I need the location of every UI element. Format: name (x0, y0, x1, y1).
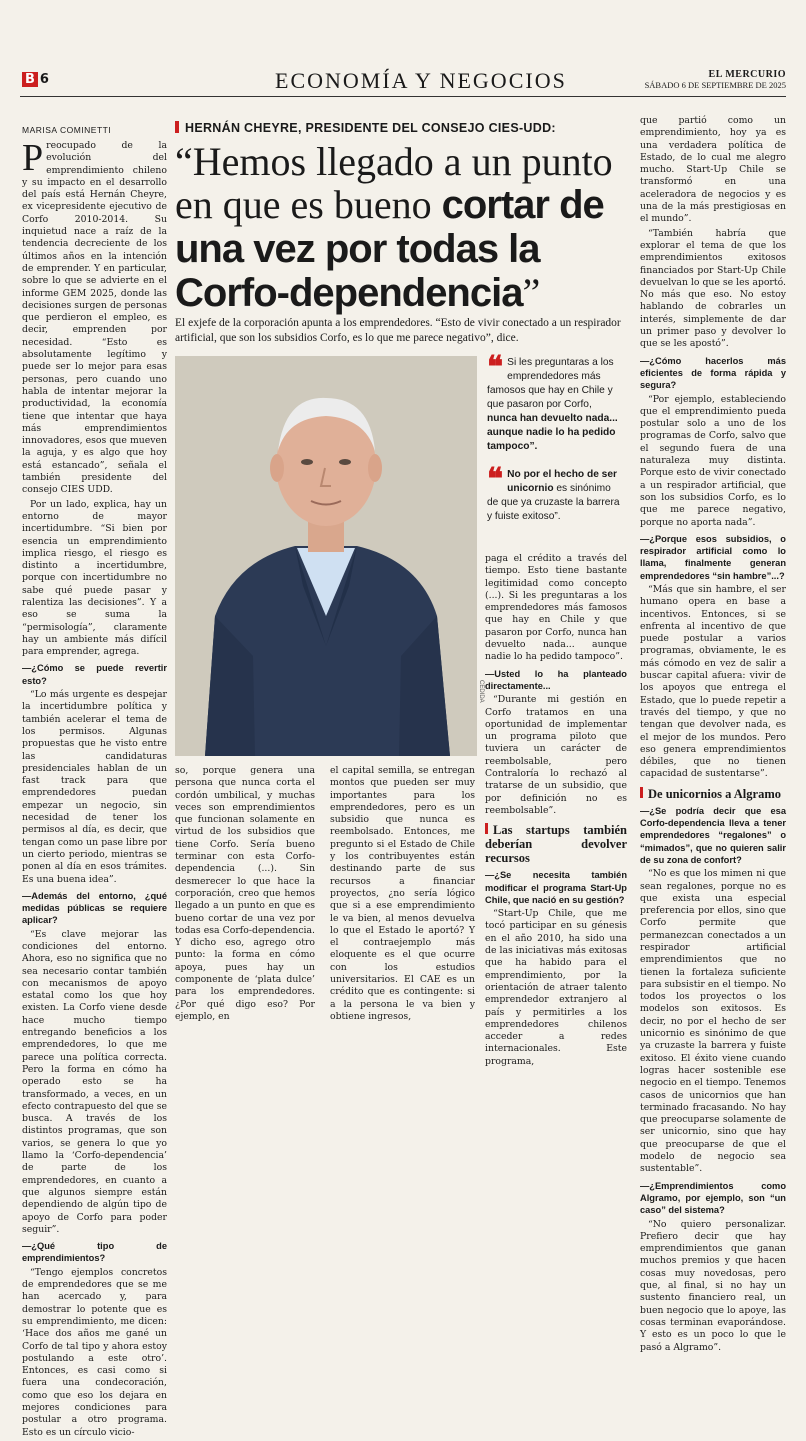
pull-quote-text: Si les preguntaras a los emprendedores más famosos que hay en Chile y que pasaron por Corfo, (487, 357, 614, 410)
photo-credit: CEDIDA (478, 680, 484, 703)
masthead (645, 69, 786, 90)
quote-mark-icon: ❝ (487, 351, 504, 384)
headline-close: ” (522, 270, 541, 315)
portrait-photo (175, 356, 477, 756)
page-number (22, 72, 49, 87)
article-paragraph: “Tengo ejemplos concretos de emprendedores que se me han acercado y, para demostrar lo potente que es su emprendimiento, me dicen: ‘Hace dos años me gané un Corfo de tal tipo y ahora estoy postulando a este otro’. Entonces, es casi como si fuera una condecoración, como que eso los dejara en mejores condiciones para postular a otro programa. Esto es un círculo vicio- (22, 1266, 167, 1438)
kicker: HERNÁN CHEYRE, PRESIDENTE DEL CONSEJO CIES-UDD: (175, 121, 556, 135)
headline (175, 140, 615, 315)
pull-quote-bold: nunca han devuelto nada... aunque nadie lo ha pedido tampoco”. (487, 413, 618, 452)
interview-question: —¿Cómo hacerlos más eficientes de forma rápida y segura? (640, 355, 786, 391)
interview-question: —¿Se podría decir que esa Corfo-dependencia lleva a tener emprendedores “regalones” o “mimados”, que no quieren salir de su zona de confort? (640, 805, 786, 865)
pull-quote (487, 351, 622, 454)
interview-question: —¿Se necesita también modificar el programa Start-Up Chile, que nació en su gestión? (485, 870, 627, 905)
article-paragraph: “No es que los mimen ni que sean regalones, porque no es que exista una especial preferencia por ellos, sino que Corfo permite que permanezcan conectados a un respirador artificial emprendimientos que no tienen la fortaleza suficiente para subsistir en el tiempo. No todos los proyectos o los modelos son exitosos. Es decir, no por el hecho de ser unicornio es sinónimo de que ya cruzaste la barrera y fuiste exitoso. El éxito viene cuando logras hacer sostenible ese negocio en el tiempo. Tenemos casos de unicornios que han terminado fracasando. No hay que preocuparse solamente de ser unicornio, sino que hay que preocuparse de que el modelo de negocio sea sustentable”. (640, 868, 786, 1175)
article-paragraph: que partió como un emprendimiento, hoy ya es una verdadera política de Estado, de lo cual me alegro mucho. Start-Up Chile se transformó en una aceleradora de negocios y es una de la más prestigiosas en el mundo”. (640, 115, 786, 225)
article-paragraph: so, porque genera una persona que nunca corta el cordón umbilical, y muchas veces son emprendimientos que funcionan solamente en virtud de los subsidios que tiene Corfo. Sería bueno terminar con esta Corfo-dependencia (...). Sin desmerecer lo que hace la corporación, creo que hemos llegado a un punto en que es bueno cortar de una vez por todas esa Corfo-dependencia. Y dicho eso, agrego otro punto: la forma en cómo apoya, pues hay un componente de ‘plata dulce’ para los emprendedores. ¿Por qué digo eso? Por ejemplo, en (175, 765, 315, 1022)
section-title: ECONOMÍA Y NEGOCIOS (275, 68, 567, 93)
paper-name: EL MERCURIO (708, 69, 786, 80)
column-5 (640, 115, 786, 1356)
pull-quote (487, 463, 622, 524)
issue-date: SÁBADO 6 DE SEPTIEMBRE DE 2025 (644, 80, 786, 90)
article-paragraph: paga el crédito a través del tiempo. Esto tiene bastante legitimidad como concepto (...). Si les preguntaras a los emprendedores más famosos que hay en Chile y que pasaron por Corfo, nunca han devuelto nada... aunque nadie lo ha pedido tampoco”. (485, 553, 627, 663)
page-header (0, 0, 806, 100)
article-paragraph: “Más que sin hambre, el ser humano opera en base a incentivos. Entonces, si se enfrenta al incentivo de que puede postular a varios programas, obviamente, le es más cómodo en vez de salir a buscar capital afuera: vivir de los apoyos que entrega el Estado, que lo puede repetir a través del tiempo, y que no tengan que devolver nada, es el mejor de los mundos. Pero eso genera emprendimientos débiles, que no tienen capacidad de sustentarse”. (640, 583, 786, 780)
column-2 (175, 765, 315, 1025)
article-paragraph (22, 137, 167, 497)
headline-part: “Hemos llegado a un punto en que es bueno (175, 139, 613, 227)
lead-paragraph: El exjefe de la corporación apunta a los emprendedores. “Esto de vivir conectado a un respirador artificial, que son los subsidios Corfo, es lo que me parece negativo”, dice. (175, 317, 621, 344)
article-paragraph: “Start-Up Chile, que me tocó participar en su génesis en el año 2010, ha sido una de las iniciativas más exitosas que ha habido para el emprendimiento, por la orientación de atraer talento emprendedor extranjero al país y permitirles a los emprendedores chilenos acceder a redes internacionales. Este programa, (485, 908, 627, 1067)
column-4 (485, 553, 627, 1070)
pull-quote-text: es sinónimo de que ya cruzaste la barrera y fuiste exitoso”. (487, 483, 620, 522)
article-paragraph: “Lo más urgente es despejar la incertidumbre política y también acelerar el tema de los permisos. Algunas propuestas que he visto entre las candidaturas presidenciales hablan de un fast track para que emprendedores puedan empezar un negocio, sin necesidad de tener los permisos al día, es decir, que tengan como un pase libre por un cierto periodo, mientras se ponen al día en esos trámites. Es una buena idea”. (22, 689, 167, 885)
subheading: De unicornios a Algramo (640, 787, 786, 801)
column-3 (330, 765, 475, 1025)
page-letter: B (22, 72, 38, 87)
interview-question: —Usted lo ha planteado directamente... (485, 668, 627, 691)
subheading: Las startups también deberían devolver recursos (485, 823, 627, 866)
quote-mark-icon: ❝ (487, 463, 504, 496)
page-number-value: 6 (39, 72, 49, 87)
header-rule (20, 96, 786, 97)
byline: MARISA COMINETTI (22, 125, 112, 135)
column-1 (22, 137, 168, 1441)
headline-bold: cortar de una vez por todas la Corfo-dependencia (175, 183, 604, 315)
interview-question: —¿Qué tipo de emprendimientos? (22, 1241, 167, 1264)
drop-cap: P (22, 137, 44, 179)
interview-question: —Además del entorno, ¿qué medidas públicas se requiere aplicar? (22, 890, 167, 926)
article-paragraph: el capital semilla, se entregan montos que pueden ser muy importantes para los emprendedores, pero es un subsidio que nunca es reembolsado. Entonces, me pregunto si el Estado de Chile y los contribuyentes están destinando parte de sus recursos a financiar proyectos, ¿no sería lógico que si a ese emprendimiento le va bien, al menos devuelva lo que el Estado le aportó? Y el contraejemplo más eloquente es el que ocurre con los estudios universitarios. El CAE es un crédito que es contingente: si a la persona le va bien y obtiene ingresos, (330, 765, 475, 1022)
article-paragraph: “Es clave mejorar las condiciones del entorno. Ahora, eso no significa que no sea necesario contar también con mecanismos de apoyo estatal como los que hoy existen. La Corfo viene desde hace mucho tiempo entregando beneficios a los emprendedores, lo que me parece una política correcta. Pero la forma en cómo ha operado esto se ha transformado, a veces, en un efecto contrapuesto del que se busca. A través de los distintos programas, que son varios, se genera lo que yo llamo la ‘Corfo-dependencia’ de parte de los emprendedores, en cuanto a que algunos siempre están dependiendo de algún tipo de apoyo de Corfo para poder seguir”. (22, 928, 168, 1235)
pull-quote-bold: No por el hecho de ser unicornio (507, 469, 617, 494)
interview-question: —¿Porque esos subsidios, o respirador artificial como lo llama, finalmente generan emprendedores “sin hambre”...? (640, 533, 786, 581)
interview-question: —¿Emprendimientos como Algramo, por ejemplo, son “un caso” del sistema? (640, 1180, 786, 1216)
article-paragraph: Por un lado, explica, hay un entorno de mayor incertidumbre. “Si bien por esencia un emprendimiento implica riesgo, el riesgo es distinto a incertidumbre, porque con incertidumbre no sabe qué puede pasar y ralentiza las decisiones”. Y a eso se suma la “permisología”, claramente hay un ambiente más difícil para emprender, agrega. (22, 498, 167, 658)
paragraph-text: reocupado de la evolución del emprendimiento chileno y su impacto en el desarrollo del país está Hernán Cheyre, ex vicepresidente ejecutivo de Corfo 2010-2014. Su inquietud nace a raíz de la tendencia decreciente de los últimos años en la intención de emprender. Y en particular, sobre lo que se advierte en el informe GEM 2025, donde las decisiones surgen de personas que perdieron el empleo, es decir, emprenden por necesidad. “Esto es absolutamente legítimo y puede ser lo mejor para esas personas, pero cuando uno habla de intentar mejorar la productividad, la economía tiene que intentar que haya más emprendimientos innovadores, esos que mueven la aguja, y es algo que hoy está estancado”, señala el también presidente del consejo CIES UDD. (22, 140, 167, 496)
article-paragraph: “Durante mi gestión en Corfo tratamos en una oportunidad de implementar un programa piloto que tuviera un carácter de reembolsable, pero Contraloría lo rechazó al tratarse de un subsidio, que por definición no es reembolsable”. (485, 694, 627, 816)
article-paragraph: “También habría que explorar el tema de que los emprendimientos exitosos financiados por Start-Up Chile devuelvan lo que se les aportó. No más que eso. No estoy hablando de cobrarles un interés, simplemente de dar un primer paso y devolver lo que se les apostó”. (640, 227, 786, 350)
pull-quotes (487, 351, 622, 538)
interview-question: —¿Cómo se puede revertir esto? (22, 663, 167, 686)
article-paragraph: “Por ejemplo, estableciendo que el emprendimiento pueda postular solo a uno de los programas de Corfo, salvo que el segundo fuera de una naturaleza muy distinta. Porque esto de vivir conectado a un respirador artificial, que son los subsidios Corfo, es lo que me parece negativo, porque no aporta nada”. (640, 393, 786, 528)
article-paragraph: “No quiero personalizar. Prefiero decir que hay emprendimientos que ganan muchos premios y que hacen cosas muy novedosas, pero que, al final, si no hay un sustento financiero real, un buen negocio que lo apoye, las cosas terminan evaporándose. Y esto es un poco lo que le pasó a Algramo”. (640, 1218, 786, 1353)
